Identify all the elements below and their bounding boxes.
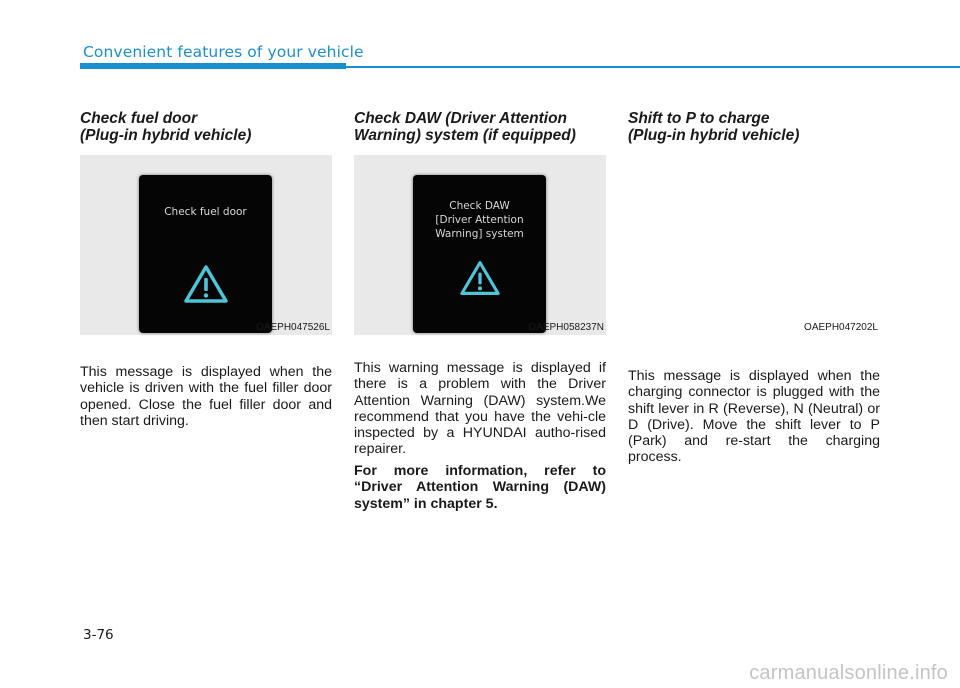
section-body: This warning message is displayed if there is a problem with the Driver Attention Warning (DAW) system.We recommend that you have the vehi-cle inspected by a HYUNDAI autho-rised repairer.	[354, 360, 606, 458]
page-number: 3-76	[83, 627, 114, 643]
section-check-fuel-door	[80, 110, 332, 429]
figure-shift-to-p	[628, 155, 880, 335]
figure-check-daw	[354, 155, 606, 335]
section-shift-to-p	[628, 110, 880, 466]
warning-triangle-icon	[182, 263, 230, 305]
section-title: Check fuel door (Plug-in hybrid vehicle)	[80, 110, 252, 144]
display-screen	[413, 175, 546, 333]
screen-message: Check DAW [Driver Attention Warning] system	[435, 200, 524, 240]
watermark: carmanualsonline.info	[749, 662, 948, 684]
section-title: Check DAW (Driver Attention Warning) system (if equipped)	[354, 110, 576, 144]
section-body: This message is displayed when the charging connector is plugged with the shift lever in R (Reverse), N (Neutral) or D (Drive). Move the shift lever to P (Park) and re-start the charging process.	[628, 368, 880, 466]
section-note: For more information, refer to “Driver Attention Warning (DAW) system” in chapter 5.	[354, 463, 606, 512]
figure-code: OAEPH047202L	[804, 322, 878, 333]
screen-message: Check fuel door	[164, 206, 247, 218]
section-check-daw	[354, 110, 606, 512]
section-header-title: Convenient features of your vehicle	[83, 43, 364, 61]
header-accent-bar	[80, 63, 346, 69]
section-body: This message is displayed when the vehicle is driven with the fuel filler door opened. Close the fuel filler door and then start driving.	[80, 364, 332, 429]
warning-triangle-icon	[458, 259, 502, 297]
display-screen	[139, 175, 272, 333]
figure-code: OAEPH047526L	[256, 322, 330, 333]
section-title: Shift to P to charge (Plug-in hybrid vehicle)	[628, 110, 800, 144]
figure-check-fuel-door	[80, 155, 332, 335]
header-divider-line	[346, 66, 960, 68]
figure-code: OAEPH058237N	[528, 322, 604, 333]
